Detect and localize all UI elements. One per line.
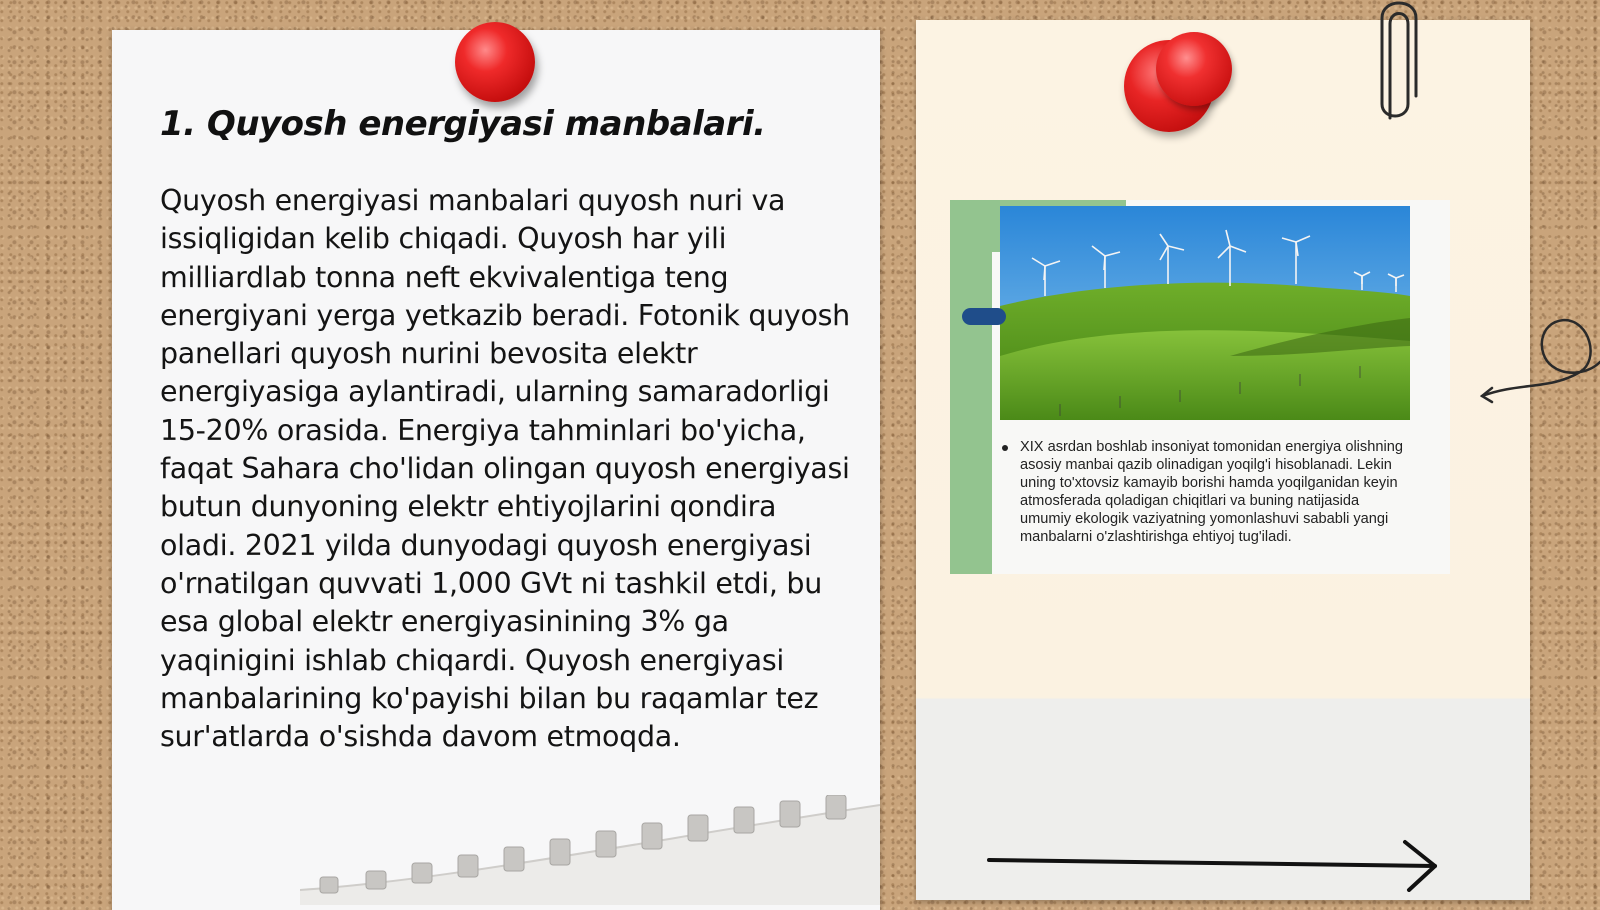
bullet-icon [1002, 445, 1008, 451]
squiggle-arrow-icon [1480, 312, 1600, 412]
wind-turbines-photo [1000, 206, 1410, 420]
arrow-right-icon [985, 838, 1445, 892]
blue-tab-marker [962, 308, 1006, 325]
torn-paper-edge [300, 795, 880, 905]
list-item [1002, 438, 1407, 547]
green-accent-band [950, 200, 992, 574]
slide-title: 1. Quyosh energiyasi manbalari. [160, 104, 766, 144]
push-pin-icon [1156, 32, 1232, 106]
left-paper-note [112, 30, 880, 910]
caption-text: XIX asrdan boshlab insoniyat tomonidan energiya olishning asosiy manbai qazib olinadigan yoqilg'i hisoblanadi. Lekin uning to'xtovsiz kamayib borishi hamda yoqilganidan keyin atmosferada qoladigan chiqitlari va buning natijasida umumiy ekologik vaziyatning yomonlashuvi sababli yangi manbalarni o'zlashtirishga ehtiyoj tug'iladi. [1020, 439, 1403, 546]
paper-clip-icon [1376, 0, 1420, 128]
slide-body-text: Quyosh energiyasi manbalari quyosh nuri va issiqligidan kelib chiqadi. Quyosh har yili milliardlab tonna neft ekvivalentiga teng energiyani yerga yetkazib beradi. Fotonik quyosh panellari quyosh nurini bevosita elektr energiyasiga aylantiradi, ularning samaradorligi 15-20% orasida. Energiya tahminlari bo'yicha, faqat Sahara cho'lidan olingan quyosh energiyasi butun dunyoning elektr ehtiyojlarini qondira oladi. 2021 yilda dunyodagi quyosh energiyasi o'rnatilgan quvvati 1,000 GVt ni tashkil etdi, bu esa global elektr energiyasinining 3% ga yaqinigini ishlab chiqardi. Quyosh energiyasi manbalarining ko'payishi bilan bu raqamlar tez sur'atlarda o'sishda davom etmoqda. [160, 184, 850, 754]
caption-list [1002, 438, 1407, 547]
push-pin-icon [455, 22, 535, 102]
